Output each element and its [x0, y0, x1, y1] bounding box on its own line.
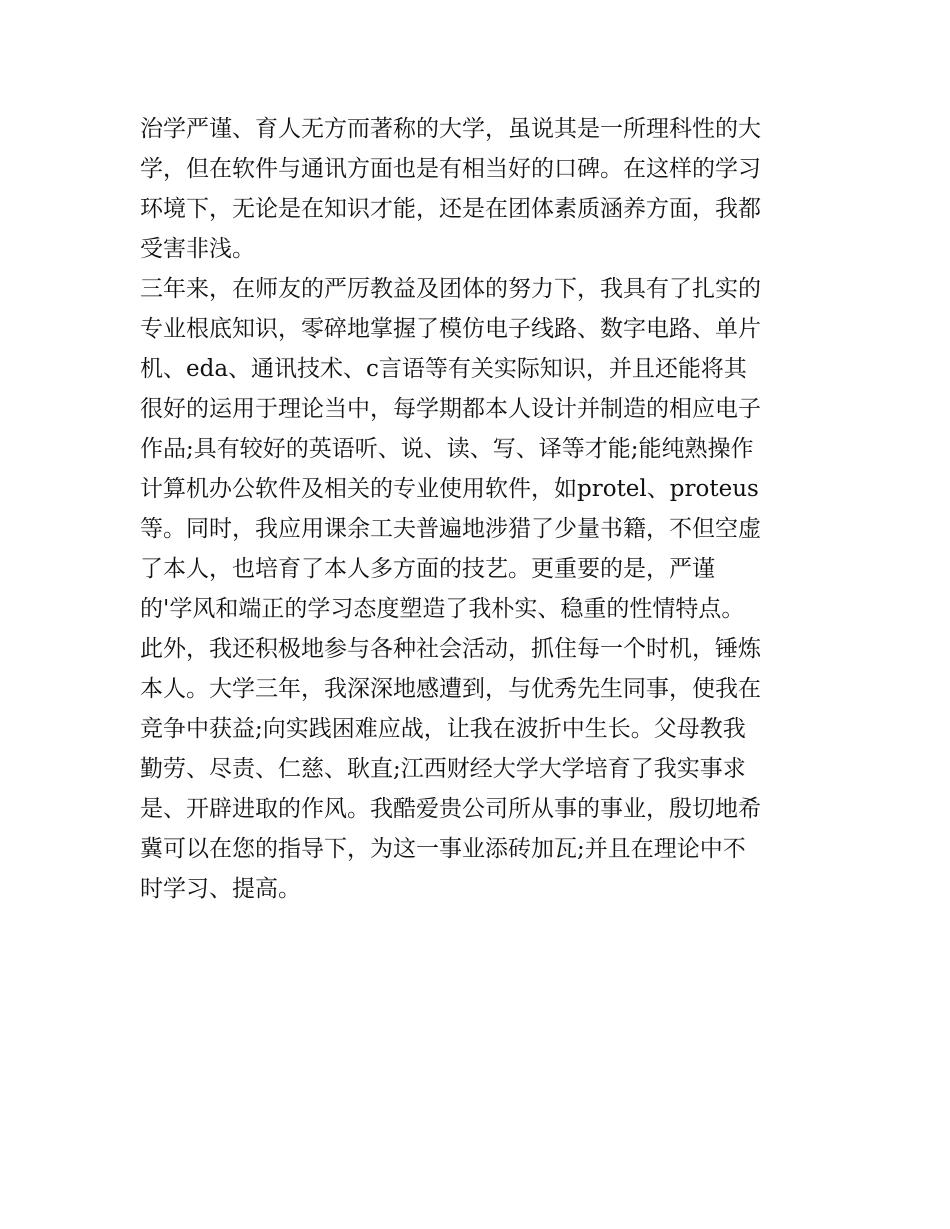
text-line: 学，但在软件与通讯方面也是有相当好的口碑。在这样的学习: [140, 156, 761, 182]
text-line: 计算机办公软件及相关的专业使用软件，如protel、proteus: [140, 476, 759, 502]
text-line: 作品;具有较好的英语听、说、读、写、译等才能;能纯熟操作: [140, 436, 754, 462]
body-text: [140, 109, 830, 909]
text-line: 本人。大学三年，我深深地感遭到，与优秀先生同事，使我在: [140, 676, 761, 702]
text-line: 治学严谨、育人无方而著称的大学，虽说其是一所理科性的大: [140, 116, 761, 142]
text-line: 的'学风和端正的学习态度塑造了我朴实、稳重的性情特点。: [140, 596, 745, 622]
text-line: 时学习、提高。: [140, 876, 301, 902]
text-line: 此外，我还积极地参与各种社会活动，抓住每一个时机，锤炼: [140, 636, 761, 662]
text-line: 冀可以在您的指导下，为这一事业添砖加瓦;并且在理论中不: [140, 836, 746, 862]
text-line: 竞争中获益;向实践困难应战，让我在波折中生长。父母教我: [140, 716, 746, 742]
text-line: 受害非浅。: [140, 236, 255, 262]
text-line: 勤劳、尽责、仁慈、耿直;江西财经大学大学培育了我实事求: [140, 756, 746, 782]
text-line: 专业根底知识，零碎地掌握了模仿电子线路、数字电路、单片: [140, 316, 761, 342]
text-line: 三年来，在师友的严厉教益及团体的努力下，我具有了扎实的: [140, 276, 761, 302]
text-line: 了本人，也培育了本人多方面的技艺。更重要的是，严谨: [140, 556, 715, 582]
text-line: 机、eda、通讯技术、c言语等有关实际知识，并且还能将其: [140, 356, 747, 382]
text-line: 环境下，无论是在知识才能，还是在团体素质涵养方面，我都: [140, 196, 761, 222]
text-line: 是、开辟进取的作风。我酷爱贵公司所从事的事业，殷切地希: [140, 796, 761, 822]
text-line: 等。同时，我应用课余工夫普遍地涉猎了少量书籍，不但空虚: [140, 516, 761, 542]
text-line: 很好的运用于理论当中，每学期都本人设计并制造的相应电子: [140, 396, 761, 422]
